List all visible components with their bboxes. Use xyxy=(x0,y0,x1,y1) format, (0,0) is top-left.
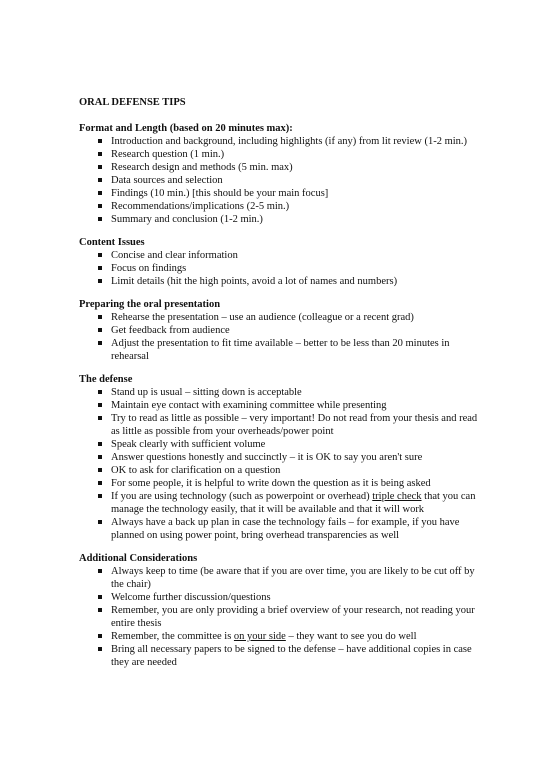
list-item: Concise and clear information xyxy=(79,249,479,262)
list-item: Answer questions honestly and succinctly – it is OK to say you aren't sure xyxy=(79,451,479,464)
list-item: Bring all necessary papers to be signed to the defense – have additional copies in case they are needed xyxy=(79,643,479,669)
list-item: For some people, it is helpful to write down the question as it is being asked xyxy=(79,477,479,490)
square-bullet-icon xyxy=(98,468,102,472)
list-item: Stand up is usual – sitting down is acceptable xyxy=(79,386,479,399)
section-preparing-presentation xyxy=(79,298,479,363)
document-body xyxy=(79,96,479,679)
bullet-list xyxy=(79,135,479,226)
list-item: Rehearse the presentation – use an audience (colleague or a recent grad) xyxy=(79,311,479,324)
document-title: ORAL DEFENSE TIPS xyxy=(79,97,186,108)
square-bullet-icon xyxy=(98,647,102,651)
square-bullet-icon xyxy=(98,520,102,524)
bullet-list xyxy=(79,386,479,542)
section-the-defense xyxy=(79,373,479,542)
section-heading: Format and Length (based on 20 minutes max): xyxy=(79,123,293,134)
square-bullet-icon xyxy=(98,315,102,319)
square-bullet-icon xyxy=(98,152,102,156)
square-bullet-icon xyxy=(98,279,102,283)
square-bullet-icon xyxy=(98,481,102,485)
section-heading: Additional Considerations xyxy=(79,553,198,564)
list-item: Remember, you are only providing a brief overview of your research, not reading your entire thesis xyxy=(79,604,479,630)
square-bullet-icon xyxy=(98,204,102,208)
square-bullet-icon xyxy=(98,442,102,446)
square-bullet-icon xyxy=(98,595,102,599)
list-item: Remember, the committee is on your side – they want to see you do well xyxy=(79,630,479,643)
list-item: Focus on findings xyxy=(79,262,479,275)
square-bullet-icon xyxy=(98,165,102,169)
underlined-text: triple check xyxy=(372,491,422,502)
bullet-list xyxy=(79,565,479,669)
list-item: Summary and conclusion (1-2 min.) xyxy=(79,213,479,226)
square-bullet-icon xyxy=(98,403,102,407)
square-bullet-icon xyxy=(98,390,102,394)
list-item: Try to read as little as possible – very important! Do not read from your thesis and read as little as possible from your overheads/power point xyxy=(79,412,479,438)
square-bullet-icon xyxy=(98,634,102,638)
square-bullet-icon xyxy=(98,191,102,195)
square-bullet-icon xyxy=(98,341,102,345)
square-bullet-icon xyxy=(98,253,102,257)
section-heading: Preparing the oral presentation xyxy=(79,299,221,310)
list-item: Findings (10 min.) [this should be your main focus] xyxy=(79,187,479,200)
list-item: Speak clearly with sufficient volume xyxy=(79,438,479,451)
list-item: Maintain eye contact with examining committee while presenting xyxy=(79,399,479,412)
square-bullet-icon xyxy=(98,139,102,143)
section-additional-considerations xyxy=(79,552,479,669)
list-item: Always keep to time (be aware that if you are over time, you are likely to be cut off by the chair) xyxy=(79,565,479,591)
section-heading: Content Issues xyxy=(79,237,145,248)
list-item: Research design and methods (5 min. max) xyxy=(79,161,479,174)
list-item: OK to ask for clarification on a question xyxy=(79,464,479,477)
square-bullet-icon xyxy=(98,217,102,221)
bullet-list xyxy=(79,311,479,363)
square-bullet-icon xyxy=(98,608,102,612)
square-bullet-icon xyxy=(98,455,102,459)
square-bullet-icon xyxy=(98,569,102,573)
list-item: If you are using technology (such as powerpoint or overhead) triple check that you can manage the technology easily, that it will be available and that it will work xyxy=(79,490,479,516)
list-item: Adjust the presentation to fit time available – better to be less than 20 minutes in rehearsal xyxy=(79,337,479,363)
underlined-text: on your side xyxy=(233,631,286,642)
list-item: Recommendations/implications (2-5 min.) xyxy=(79,200,479,213)
square-bullet-icon xyxy=(98,266,102,270)
section-heading: The defense xyxy=(79,374,133,385)
list-item: Research question (1 min.) xyxy=(79,148,479,161)
list-item: Limit details (hit the high points, avoid a lot of names and numbers) xyxy=(79,275,479,288)
list-item: Always have a back up plan in case the technology fails – for example, if you have planned on using power point, bring overhead transparencies as well xyxy=(79,516,479,542)
square-bullet-icon xyxy=(98,494,102,498)
square-bullet-icon xyxy=(98,416,102,420)
bullet-list xyxy=(79,249,479,288)
square-bullet-icon xyxy=(98,328,102,332)
list-item: Data sources and selection xyxy=(79,174,479,187)
section-content-issues xyxy=(79,236,479,288)
square-bullet-icon xyxy=(98,178,102,182)
section-format-and-length xyxy=(79,122,479,226)
list-item: Get feedback from audience xyxy=(79,324,479,337)
list-item: Welcome further discussion/questions xyxy=(79,591,479,604)
list-item: Introduction and background, including highlights (if any) from lit review (1-2 min.) xyxy=(79,135,479,148)
